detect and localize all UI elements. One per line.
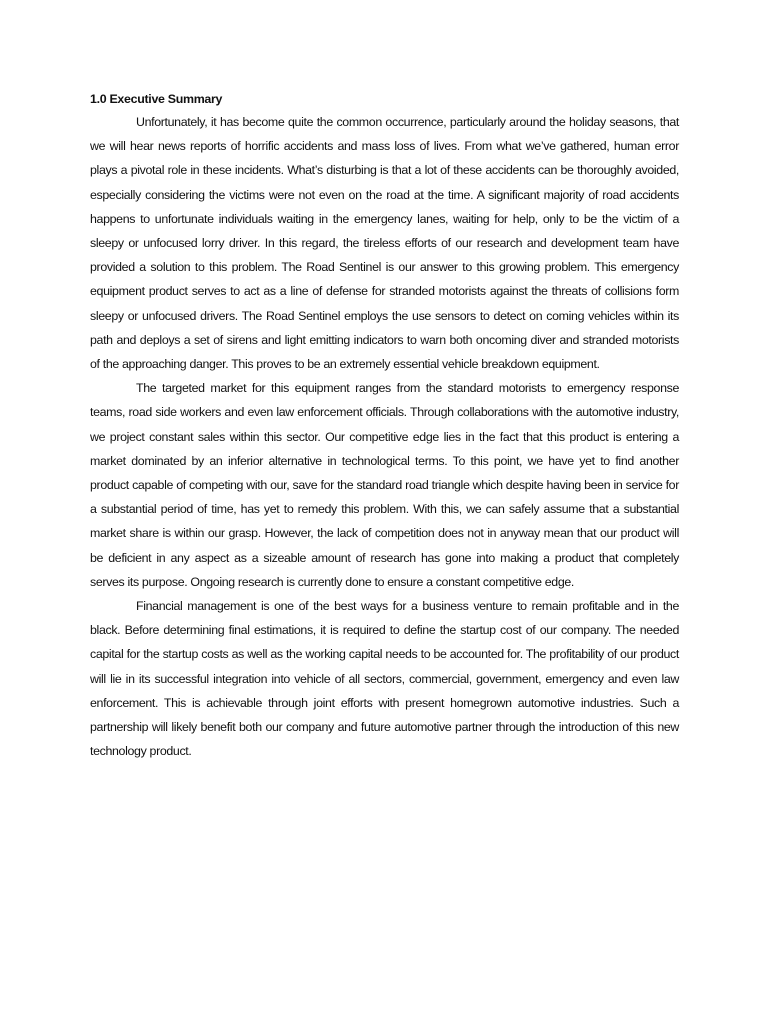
paragraph-problem-statement: Unfortunately, it has become quite the common occurrence, particularly around the holiday seasons, that we will hear news reports of horrific accidents and mass loss of lives. From what we’ve gathered, human error plays a pivotal role in these incidents. What’s disturbing is that a lot of these accidents can be thoroughly avoided, especially considering the victims were not even on the road at the time. A significant majority of road accidents happens to unfortunate individuals waiting in the emergency lanes, waiting for help, only to be the victim of a sleepy or unfocused lorry driver. In this regard, the tireless efforts of our research and development team have provided a solution to this problem. The Road Sentinel is our answer to this growing problem. This emergency equipment product serves to act as a line of defense for stranded motorists against the threats of collisions form sleepy or unfocused drivers. The Road Sentinel employs the use sensors to detect on coming vehicles within its path and deploys a set of sirens and light emitting indicators to warn both oncoming diver and stranded motorists of the approaching danger. This proves to be an extremely essential vehicle breakdown equipment.: [90, 115, 679, 372]
document-body: [90, 89, 679, 763]
paragraph-target-market: The targeted market for this equipment ranges from the standard motorists to emergency response teams, road side workers and even law enforcement officials. Through collaborations with the automotive industry, we project constant sales within this sector. Our competitive edge lies in the fact that this product is entering a market dominated by an inferior alternative in technological terms. To this point, we have yet to find another product capable of competing with our, save for the standard road triangle which despite having been in service for a substantial period of time, has yet to remedy this problem. With this, we can safely assume that a substantial market share is within our grasp. However, the lack of competition does not in anyway mean that our product will be deficient in any aspect as a sizeable amount of research has gone into making a product that completely serves its purpose. Ongoing research is currently done to ensure a constant competitive edge.: [90, 381, 679, 589]
section-heading: 1.0 Executive Summary: [90, 92, 223, 106]
paragraph-financial-management: Financial management is one of the best ways for a business venture to remain profitable and in the black. Before determining final estimations, it is required to define the startup cost of our company. The needed capital for the startup costs as well as the working capital needs to be accounted for. The profitability of our product will lie in its successful integration into vehicle of all sectors, commercial, government, emergency and even law enforcement. This is achievable through joint efforts with present homegrown automotive industries. Such a partnership will likely benefit both our company and future automotive partner through the introduction of this new technology product.: [90, 599, 679, 759]
